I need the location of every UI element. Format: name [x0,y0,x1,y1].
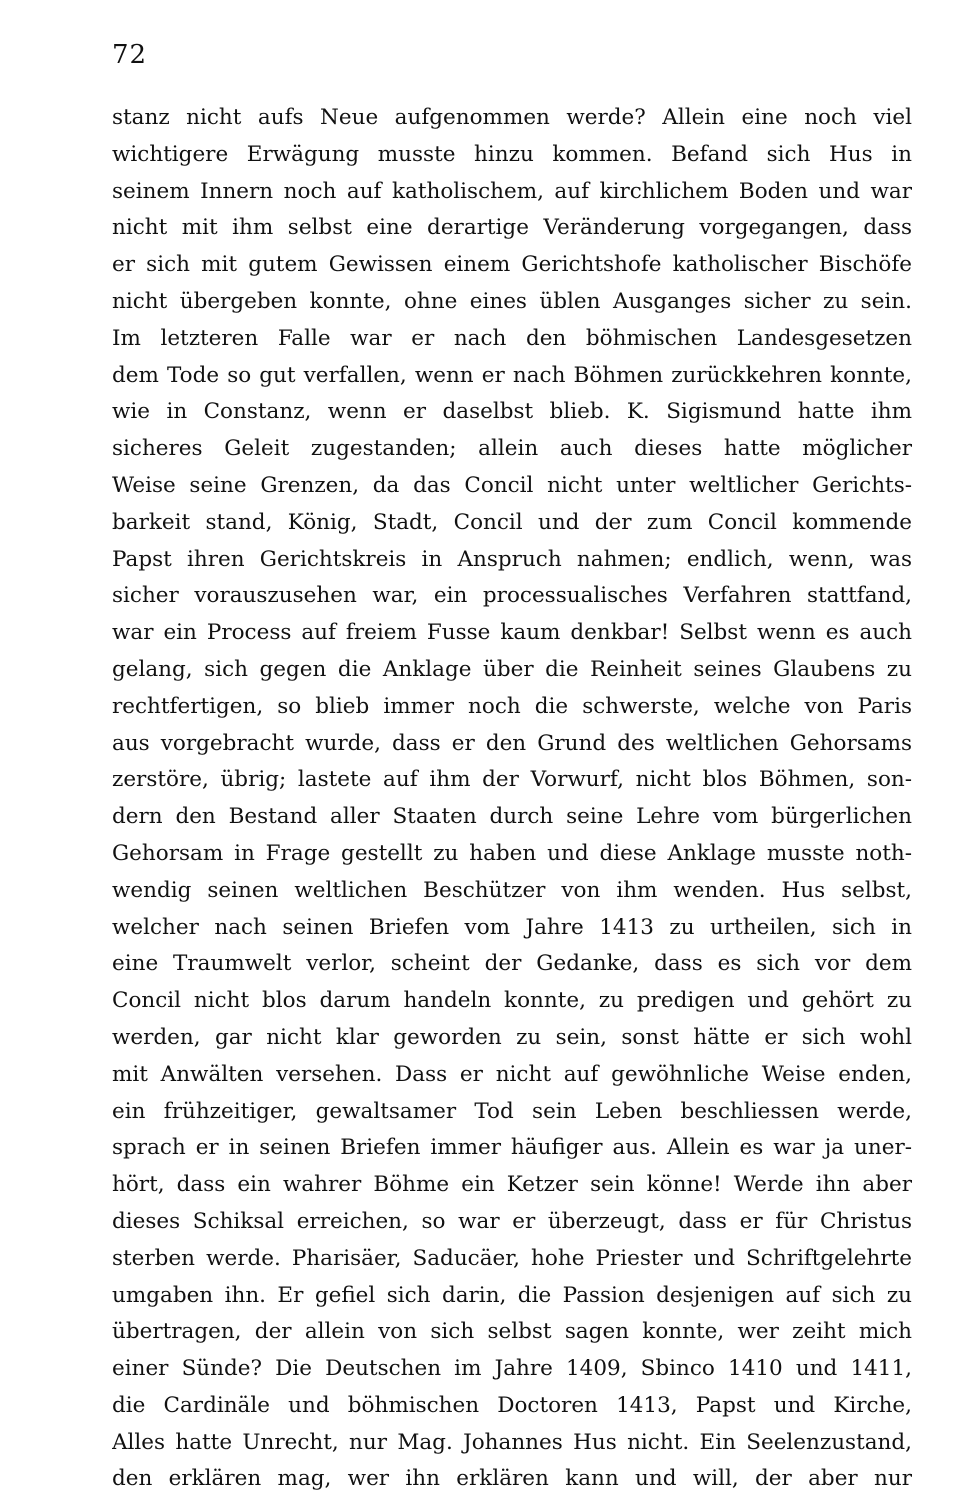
text-line: wendig seinen weltlichen Beschützer von ihm wenden. Hus selbst, [112,877,912,903]
text-line: zerstöre, übrig; lastete auf ihm der Vorwurf, nicht blos Böhmen, son- [112,767,912,793]
text-line: barkeit stand, König, Stadt, Concil und der zum Concil kommende [112,509,912,535]
text-line: einer Sünde? Die Deutschen im Jahre 1409, Sbinco 1410 und 1411, [112,1356,912,1382]
text-line: wie in Constanz, wenn er daselbst blieb. K. Sigismund hatte ihm [112,399,912,425]
text-line: Papst ihren Gerichtskreis in Anspruch nahmen; endlich, wenn, was [112,546,912,572]
text-line: war ein Process auf freiem Fusse kaum denkbar! Selbst wenn es auch [112,620,912,646]
text-line: hört, dass ein wahrer Böhme ein Ketzer sein könne! Werde ihn aber [112,1172,912,1198]
text-line: welcher nach seinen Briefen vom Jahre 1413 zu urtheilen, sich in [112,914,912,940]
text-line: Alles hatte Unrecht, nur Mag. Johannes Hus nicht. Ein Seelenzustand, [112,1429,912,1455]
text-line: sicheres Geleit zugestanden; allein auch dieses hatte möglicher [112,436,912,462]
text-line: den erklären mag, wer ihn erklären kann und will, der aber nur [112,1466,912,1492]
text-line: Concil nicht blos darum handeln konnte, zu predigen und gehört zu [112,988,912,1014]
text-line: ein frühzeitiger, gewaltsamer Tod sein Leben beschliessen werde, [112,1098,912,1124]
text-line: werden, gar nicht klar geworden zu sein, sonst hätte er sich wohl [112,1024,912,1050]
text-line: eine Traumwelt verlor, scheint der Gedanke, dass es sich vor dem [112,951,912,977]
text-line: stanz nicht aufs Neue aufgenommen werde? Allein eine noch viel [112,105,912,130]
text-line: er sich mit gutem Gewissen einem Gerichtshofe katholischer Bischöfe [112,252,912,278]
text-line: sterben werde. Pharisäer, Saducäer, hohe Priester und Schriftgelehrte [112,1245,912,1271]
text-line: mit Anwälten versehen. Dass er nicht auf gewöhnliche Weise enden, [112,1061,912,1087]
text-line: dieses Schiksal erreichen, so war er überzeugt, dass er für Christus [112,1208,912,1234]
text-line: sprach er in seinen Briefen immer häufiger aus. Allein es war ja uner- [112,1135,912,1161]
text-line: dern den Bestand aller Staaten durch seine Lehre vom bürgerlichen [112,804,912,830]
text-line: dem Tode so gut verfallen, wenn er nach Böhmen zurückkehren konnte, [112,362,912,388]
text-line: aus vorgebracht wurde, dass er den Grund des weltlichen Gehorsams [112,730,912,756]
text-line: Im letzteren Falle war er nach den böhmischen Landesgesetzen [112,325,912,351]
text-line: rechtfertigen, so blieb immer noch die schwerste, welche von Paris [112,693,912,719]
text-line: die Cardinäle und böhmischen Doctoren 1413, Papst und Kirche, [112,1392,912,1418]
text-line: nicht übergeben konnte, ohne eines üblen Ausganges sicher zu sein. [112,288,912,314]
text-line: Weise seine Grenzen, da das Concil nicht unter weltlicher Gerichts- [112,472,912,498]
text-line: seinem Innern noch auf katholischem, auf kirchlichem Boden und war [112,178,912,204]
text-line: Gehorsam in Frage gestellt zu haben und diese Anklage musste noth- [112,840,912,866]
text-line: wichtigere Erwägung musste hinzu kommen. Befand sich Hus in [112,141,912,167]
text-line: sicher vorauszusehen war, ein processualisches Verfahren stattfand, [112,583,912,609]
text-line: gelang, sich gegen die Anklage über die Reinheit seines Glaubens zu [112,656,912,682]
text-line: umgaben ihn. Er gefiel sich darin, die Passion desjenigen auf sich zu [112,1282,912,1308]
body-text [112,100,912,1498]
text-line: übertragen, der allein von sich selbst sagen konnte, wer zeiht mich [112,1319,912,1345]
text-line: nicht mit ihm selbst eine derartige Veränderung vorgegangen, dass [112,215,912,241]
page-number: 72 [112,40,148,70]
